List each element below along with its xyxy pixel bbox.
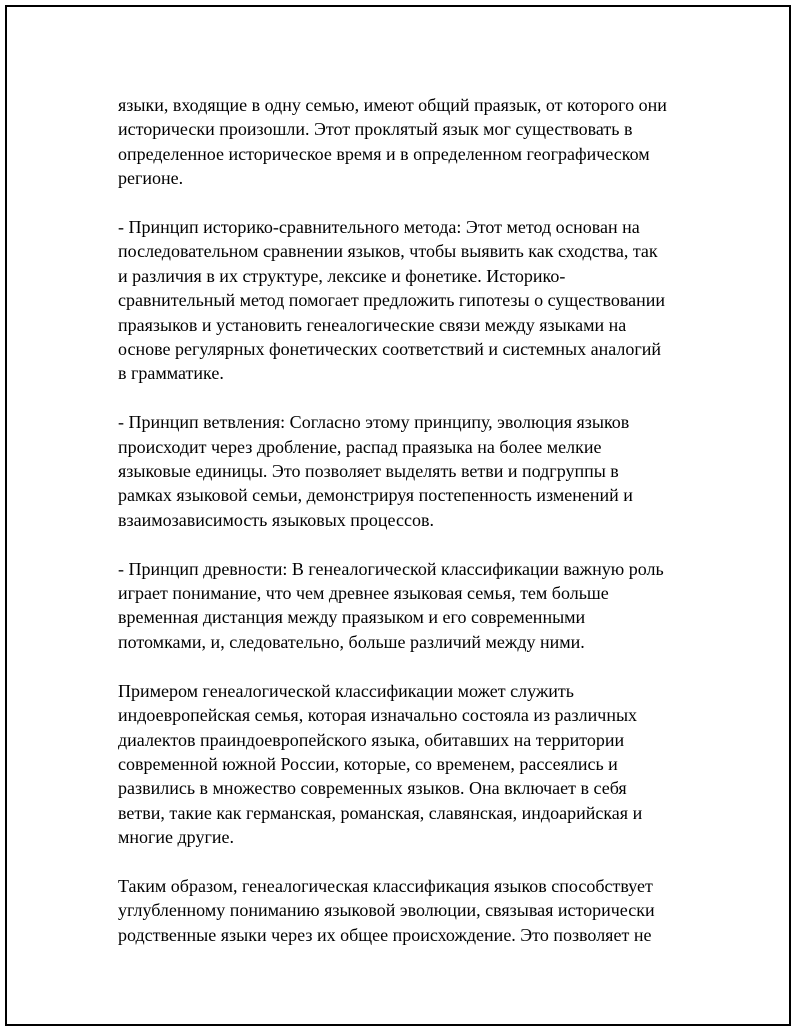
text-line: углубленному пониманию языковой эволюции, связывая исторически	[118, 900, 655, 921]
text-line: потомками, и, следовательно, больше различий между ними.	[118, 631, 585, 652]
text-line: рамках языковой семьи, демонстрируя постепенность изменений и	[118, 485, 633, 506]
text-line: в грамматике.	[118, 363, 224, 384]
text-line: происходит через дробление, распад праязыка на более мелкие	[118, 436, 602, 457]
paragraph-indo-european-example	[118, 679, 698, 850]
text-line: диалектов праиндоевропейского языка, обитавших на территории	[118, 729, 625, 750]
text-line: родственные языки через их общее происхождение. Это позволяет не	[118, 924, 652, 945]
text-line: - Принцип древности: В генеалогической классификации важную роль	[118, 558, 664, 579]
text-line: - Принцип историко-сравнительного метода: Этот метод основан на	[118, 217, 640, 238]
text-line: Таким образом, генеалогическая классификация языков способствует	[118, 875, 653, 896]
text-line: языки, входящие в одну семью, имеют общий праязык, от которого они	[118, 95, 667, 115]
text-line: взаимозависимость языковых процессов.	[118, 509, 434, 530]
text-line: развились в множество современных языков. Она включает в себя	[118, 778, 627, 799]
document-body	[118, 93, 698, 972]
text-line: исторически произошли. Этот проклятый язык мог существовать в	[118, 119, 633, 140]
text-line: регионе.	[118, 168, 184, 189]
text-line: и различия в их структуре, лексике и фонетике. Историко-	[118, 265, 566, 286]
text-line: ветви, такие как германская, романская, славянская, индоарийская и	[118, 802, 643, 823]
text-line: играет понимание, что чем древнее языковая семья, тем больше	[118, 583, 609, 604]
paragraph-comparative-method	[118, 215, 698, 386]
text-line: индоевропейская семья, которая изначально состояла из различных	[118, 705, 638, 726]
text-line: Примером генеалогической классификации может служить	[118, 680, 574, 701]
text-line: современной южной России, которые, со временем, рассеялись и	[118, 753, 618, 774]
text-line: многие другие.	[118, 827, 234, 848]
text-line: последовательном сравнении языков, чтобы выявить как сходства, так	[118, 241, 658, 262]
paragraph-branching	[118, 410, 698, 532]
text-line: определенное историческое время и в определенном географическом	[118, 143, 650, 164]
paragraph-protolanguage	[118, 93, 698, 191]
text-line: праязыков и установить генеалогические связи между языками на	[118, 314, 627, 335]
paragraph-conclusion	[118, 874, 698, 947]
text-line: - Принцип ветвления: Согласно этому принципу, эволюция языков	[118, 412, 630, 433]
text-line: временная дистанция между праязыком и его современными	[118, 607, 586, 628]
text-line: сравнительный метод помогает предложить гипотезы о существовании	[118, 290, 666, 311]
paragraph-antiquity	[118, 557, 698, 655]
text-line: языковые единицы. Это позволяет выделять ветви и подгруппы в	[118, 461, 619, 482]
text-line: основе регулярных фонетических соответствий и системных аналогий	[118, 339, 661, 360]
